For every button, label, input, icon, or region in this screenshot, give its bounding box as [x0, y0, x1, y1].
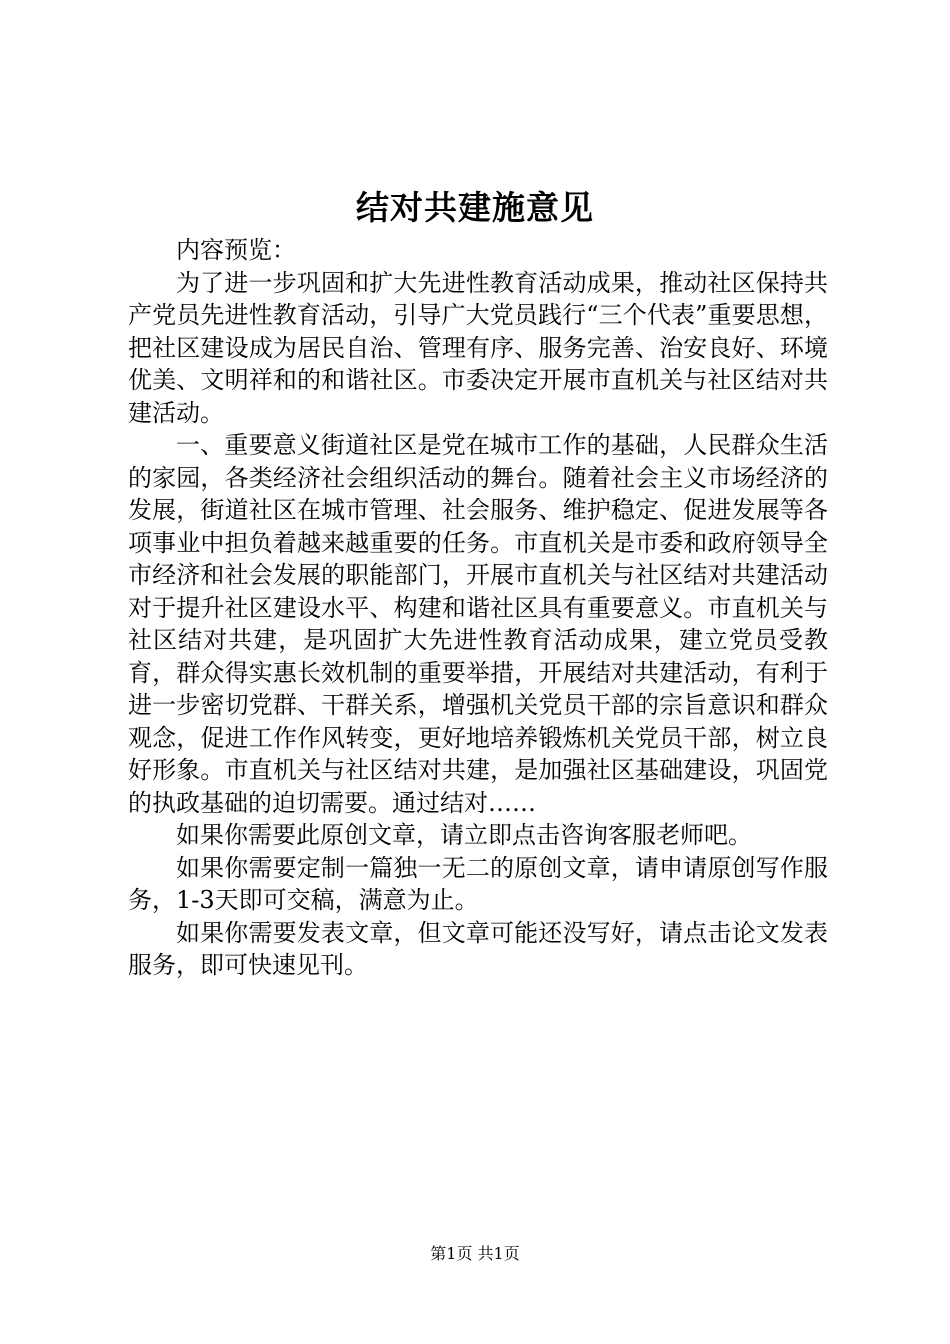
preview-label: 内容预览： [176, 236, 296, 264]
page-footer: 第1页 共1页 [430, 1244, 520, 1263]
publishing-paragraph: 如果你需要发表文章，但文章可能还没写好，请点击论文发表服务，即可快速见刊。 [128, 918, 828, 979]
custom-writing-paragraph: 如果你需要定制一篇独一无二的原创文章，请申请原创写作服务，1-3天即可交稿，满意为止。 [128, 853, 828, 914]
significance-paragraph: 一、重要意义街道社区是党在城市工作的基础，人民群众生活的家园，各类经济社会组织活动的舞台。随着社会主义市场经济的发展，街道社区在城市管理、社会服务、维护稳定、促进发展等各项事业中担负着越来越重要的任务。市直机关是市委和政府领导全市经济和社会发展的职能部门，开展市直机关与社区结对共建活动对于提升社区建设水平、构建和谐社区具有重要意义。市直机关与社区结对共建，是巩固扩大先进性教育活动成果，建立党员受教育，群众得实惠长效机制的重要举措，开展结对共建活动，有利于进一步密切党群、干群关系，增强机关党员干部的宗旨意识和群众观念，促进工作作风转变，更好地培养锻炼机关党员干部，树立良好形象。市直机关与社区结对共建，是加强社区基础建设，巩固党的执政基础的迫切需要。通过结对…… [128, 431, 828, 817]
document-body [128, 234, 828, 982]
consult-paragraph: 如果你需要此原创文章，请立即点击咨询客服老师吧。 [176, 821, 752, 849]
document-title: 结对共建施意见 [356, 188, 594, 227]
intro-paragraph: 为了进一步巩固和扩大先进性教育活动成果，推动社区保持共产党员先进性教育活动，引导广大党员践行“三个代表”重要思想，把社区建设成为居民自治、管理有序、服务完善、治安良好、环境优美、文明祥和的和谐社区。市委决定开展市直机关与社区结对共建活动。 [128, 268, 828, 427]
